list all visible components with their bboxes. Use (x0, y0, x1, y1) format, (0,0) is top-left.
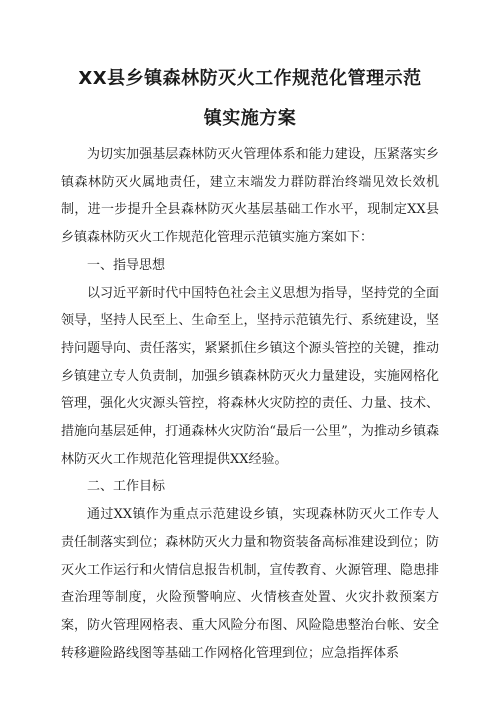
section-paragraph-work-goals: 通过XX镇作为重点示范建设乡镇，实现森林防灭火工作专人责任制落实到位；森林防灭火力量和物资装备高标准建设到位；防灭火工作运行和火情信息报告机制，宣传教育、火源管理、隐患排查治理等制度，火险预警响应、火情核查处置、火灾扑救预案方案，防火管理网格表、重大风险分布图、风险隐患整治台帐、安全转移避险路线图等基础工作网格化管理到位；应急指挥体系 (61, 507, 439, 661)
document-title-line-2: 镇实施方案 (203, 108, 297, 129)
section-heading-work-goals: 二、工作目标 (87, 479, 166, 495)
document-body (61, 141, 439, 667)
section-paragraph-guiding-ideology: 以习近平新时代中国特色社会主义思想为指导，坚持党的全面领导，坚持人民至上、生命至上，坚持示范镇先行、系统建设，坚持问题导向、责任落实，紧紧抓住乡镇这个源头管控的关键，推动乡镇建立专人负责制，加强乡镇森林防灭火力量建设，实施网格化管理，强化火灾源头管控，将森林火灾防控的责任、力量、技术、措施向基层延伸，打通森林火灾防治“最后一公里”，为推动乡镇森林防灭火工作规范化管理提供XX经验。 (61, 285, 439, 467)
section-heading-guiding-ideology: 一、指导思想 (87, 257, 166, 273)
document-title-line-1: XX县乡镇森林防灭火工作规范化管理示范 (78, 68, 422, 89)
intro-paragraph: 为切实加强基层森林防灭火管理体系和能力建设，压紧落实乡镇森林防灭火属地责任，建立末端发力群防群治终端见效长效机制，进一步提升全县森林防灭火基层基础工作水平，现制定XX县乡镇森林防灭火工作规范化管理示范镇实施方案如下： (61, 147, 439, 246)
